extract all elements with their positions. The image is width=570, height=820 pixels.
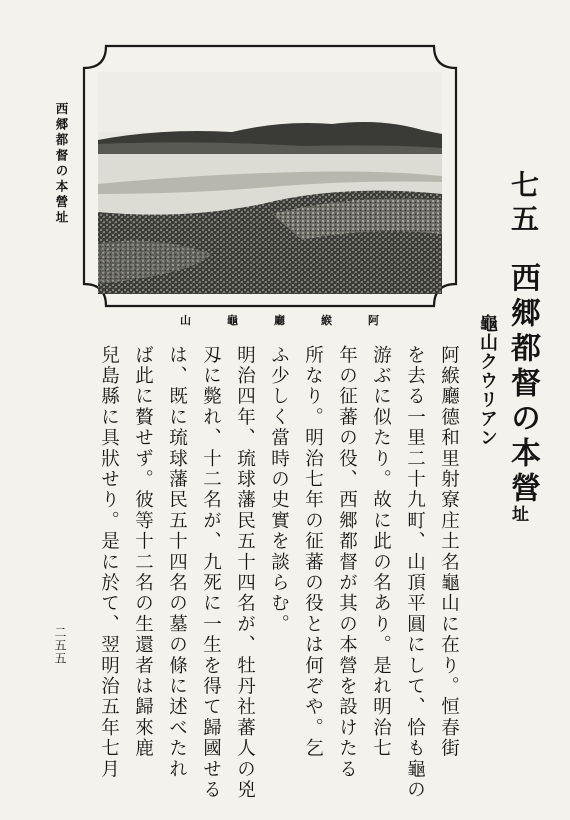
landscape-photo [82, 44, 458, 308]
body-column: 所なり。明治七年の征蕃の役とは何ぞや。乞 [302, 345, 324, 759]
photo-caption-char: 阿 [368, 314, 380, 327]
body-column: を去る一里二十九町、山頂平圓にして、恰も龜の [404, 345, 426, 801]
photo-image [98, 72, 442, 294]
body-column: 刄に斃れ、十二名が、九死に一生を得て歸國せる [200, 345, 222, 801]
body-column: 阿緱廳德和里射寮庄土名龜山に在り。恒春街 [438, 345, 460, 759]
body-column: は、既に琉球藩民五十四名の墓の條に述べたれ [166, 345, 188, 780]
chapter-title: 西郷都督の本營 [505, 262, 540, 507]
photo-plate [82, 44, 458, 308]
photo-caption [180, 312, 380, 328]
body-column: 年の征蕃の役、西郷都督が其の本營を設けたる [336, 345, 358, 780]
chapter-number: 七五 [507, 170, 540, 238]
photo-caption-char: 廳 [274, 314, 286, 327]
photo-caption-char: 龜 [227, 314, 239, 327]
body-column: ふ少しく當時の史實を談らむ。 [268, 345, 290, 635]
body-column: 游ぶに似たり。故に此の名あり。是れ明治七 [370, 345, 392, 759]
chapter-subtitle: 龜山クウリアン [477, 314, 498, 447]
page-number: 二五五 [53, 626, 67, 665]
photo-caption-char: 山 [180, 314, 192, 327]
side-caption: 西郷都督の本營址 [54, 102, 69, 226]
body-column: 兒島縣に具狀せり。是に於て、翌明治五年七月 [98, 345, 120, 780]
chapter-title-suffix: 址 [508, 505, 528, 522]
body-column: 明治四年、琉球藩民五十四名が、牡丹社蕃人の兇 [234, 345, 256, 801]
body-column: ば此に贅せず。彼等十二名の生還者は歸來鹿 [132, 345, 154, 759]
photo-caption-char: 緱 [321, 314, 333, 327]
